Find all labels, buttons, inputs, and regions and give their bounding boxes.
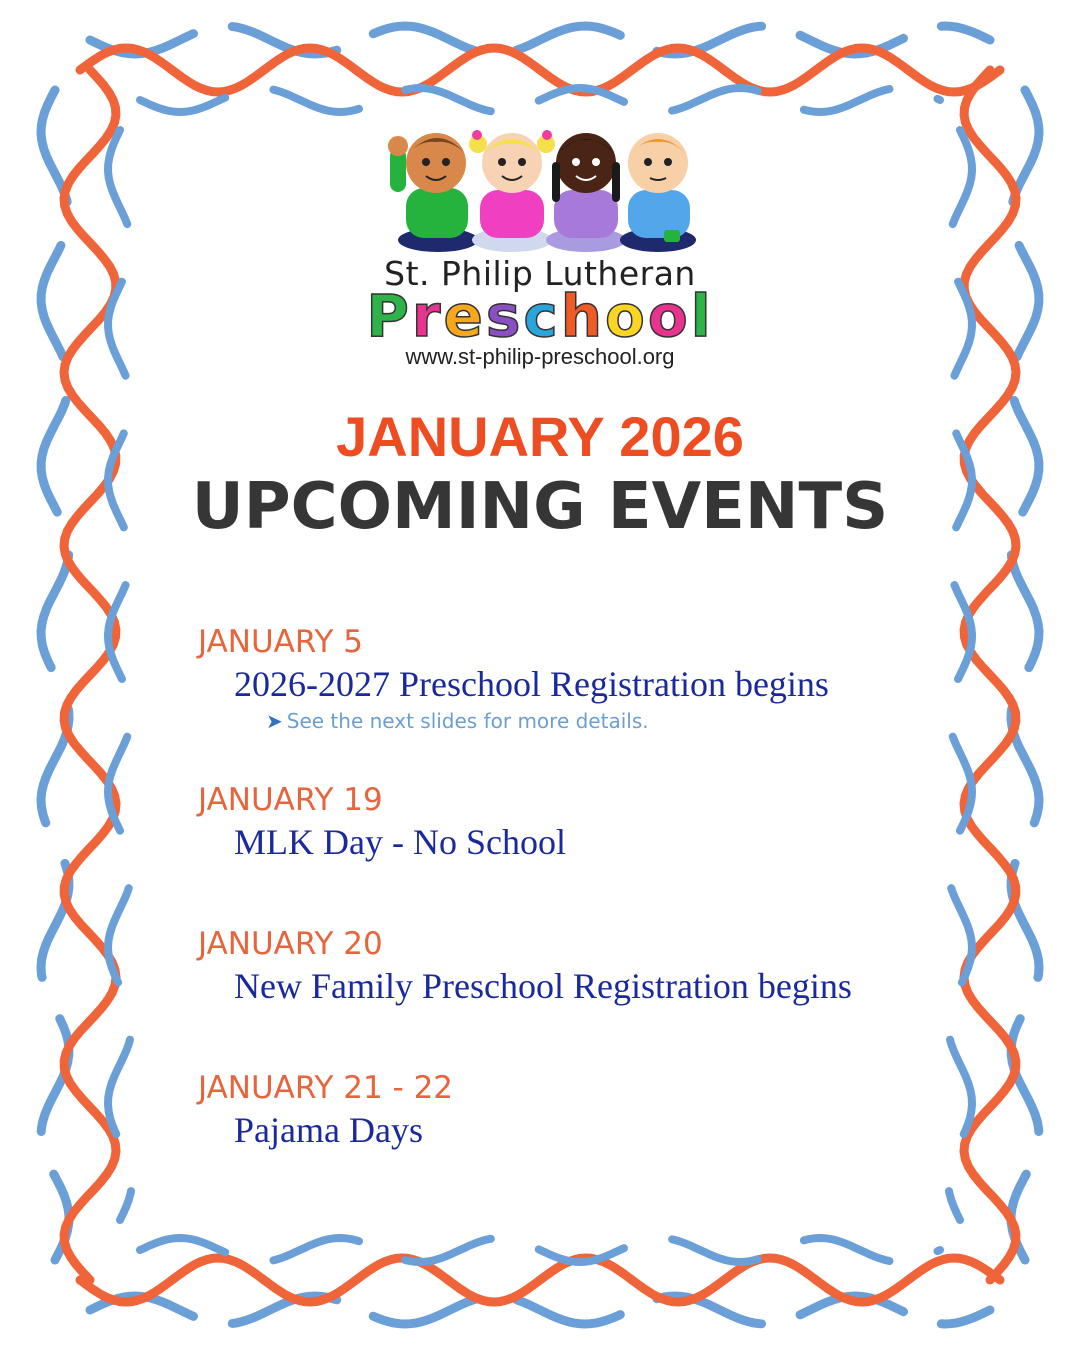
kid-green-shirt — [388, 133, 478, 252]
preschool-letter: h — [560, 282, 606, 350]
preschool-letter: P — [366, 282, 412, 350]
month-title: JANUARY 2026 — [336, 405, 744, 468]
event-title: New Family Preschool Registration begins — [234, 966, 852, 1006]
preschool-letter: r — [411, 282, 444, 350]
event-title: Pajama Days — [234, 1110, 423, 1150]
event-date: JANUARY 19 — [198, 782, 383, 818]
preschool-letter: o — [647, 282, 691, 350]
children-logo-illustration — [380, 118, 700, 258]
school-name: St. Philip Lutheran — [384, 254, 696, 293]
upcoming-events-heading: UPCOMING EVENTS — [191, 470, 889, 544]
event-item-2 — [198, 780, 958, 864]
kid-blue-shirt — [620, 133, 696, 252]
arrow-right-icon: ➤ — [266, 709, 283, 733]
event-date: JANUARY 5 — [198, 624, 363, 660]
website-url: www.st-philip-preschool.org — [405, 344, 675, 369]
event-item-3 — [198, 924, 958, 1008]
kid-purple-shirt — [546, 133, 626, 252]
event-title: 2026-2027 Preschool Registration begins — [234, 664, 829, 704]
preschool-letter: c — [523, 282, 561, 350]
preschool-letter: e — [443, 282, 486, 350]
event-item-4 — [198, 1068, 958, 1152]
kid-pink-shirt — [469, 130, 555, 252]
event-item-1 — [198, 622, 958, 736]
preschool-letter: s — [485, 282, 524, 350]
event-date: JANUARY 20 — [198, 926, 383, 962]
event-note — [266, 706, 958, 736]
preschool-wordmark — [0, 282, 1080, 350]
event-date: JANUARY 21 - 22 — [198, 1070, 454, 1106]
event-note-text: See the next slides for more details. — [286, 709, 649, 733]
preschool-letter: o — [605, 282, 648, 350]
preschool-letter: l — [690, 282, 714, 350]
event-title: MLK Day - No School — [234, 822, 566, 862]
